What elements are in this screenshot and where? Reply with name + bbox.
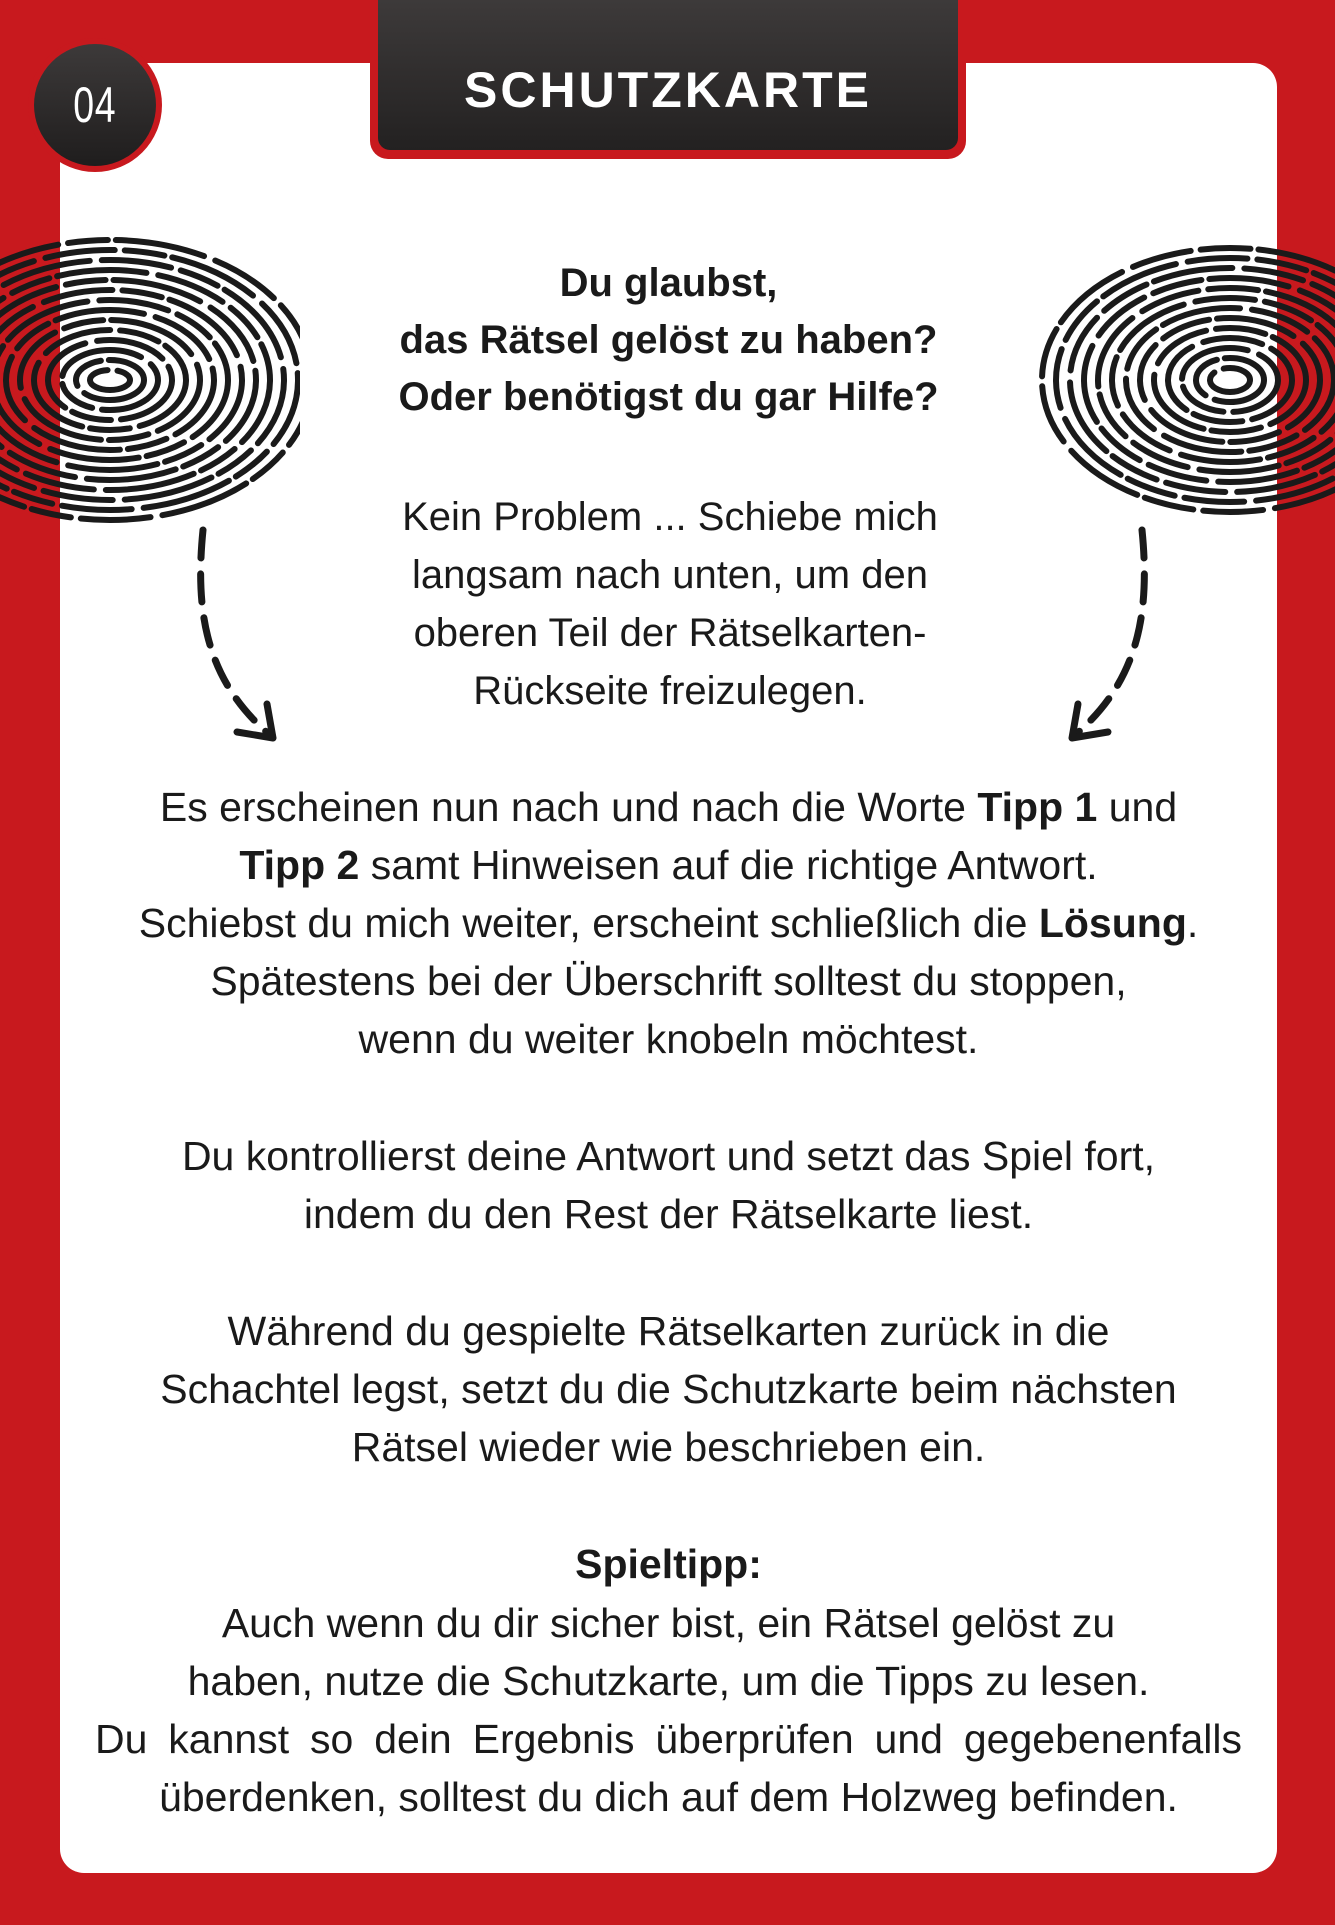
paragraph-line [130,836,1207,894]
paragraph-line: wenn du weiter knobeln möchtest. [358,1016,979,1062]
bold-tipp-1: Tipp 1 [977,784,1098,830]
paragraph-line: Schachtel legst, setzt du die Schutzkarte beim nächsten [160,1366,1177,1412]
intro-instruction-line: Kein Problem ... Schiebe mich [402,495,938,539]
bold-tipp-2: Tipp 2 [239,842,360,888]
paragraph-line: haben, nutze die Schutzkarte, um die Tipps zu lesen. [187,1658,1150,1704]
intro-question-line: Du glaubst, [559,261,778,305]
tip-heading: Spieltipp: [575,1541,762,1587]
paragraph-line: Spätestens bei der Überschrift solltest du stoppen, [210,958,1127,1004]
paragraph-control [130,1127,1207,1243]
dashed-curved-arrow-icon [175,520,295,750]
title-banner-inner [378,0,958,150]
intro-instruction-line: langsam nach unten, um den [412,553,928,597]
intro-question-line: Oder benötigst du gar Hilfe? [398,375,939,419]
paragraph-line: Während du gespielte Rätselkarten zurück in die [227,1308,1110,1354]
paragraph-line: Du kannst so dein Ergebnis überprüfen und gegebenenfalls [95,1716,1242,1762]
bold-loesung: Lösung [1038,900,1187,946]
intro-instruction-line: oberen Teil der Rätselkarten- [413,611,927,655]
paragraph-line: indem du den Rest der Rätselkarte liest. [303,1191,1034,1237]
intro-question-line: das Rätsel gelöst zu haben? [399,318,938,362]
text-segment: Schiebst du mich weiter, erscheint schließlich die [138,900,1039,946]
paragraph-line [130,894,1207,952]
paragraph-line: überdenken, solltest du dich auf dem Holzweg befinden. [159,1774,1178,1820]
card-number-badge [28,38,162,172]
page-title: SCHUTZKARTE [464,62,872,118]
text-segment: samt Hinweisen auf die richtige Antwort. [359,842,1098,888]
paragraph-line: Auch wenn du dir sicher bist, ein Rätsel gelöst zu [221,1600,1116,1646]
intro-question [60,255,1277,426]
paragraph-line: Rätsel wieder wie beschrieben ein. [351,1424,986,1470]
title-banner [370,0,966,159]
card-number-badge-inner [34,44,156,166]
paragraph-line: Du kontrollierst deine Antwort und setzt das Spiel fort, [181,1133,1156,1179]
paragraph-return [130,1302,1207,1476]
paragraph-tip [95,1594,1242,1826]
paragraph-line [130,778,1207,836]
text-segment: und [1097,784,1178,830]
card-number: 04 [73,77,117,133]
text-segment: . [1186,900,1199,946]
text-segment: Es erscheinen nun nach und nach die Worte [159,784,978,830]
intro-instruction [370,488,970,720]
dashed-curved-arrow-icon [1050,520,1170,750]
intro-instruction-line: Rückseite freizulegen. [473,669,867,713]
paragraph-hints [130,778,1207,1068]
